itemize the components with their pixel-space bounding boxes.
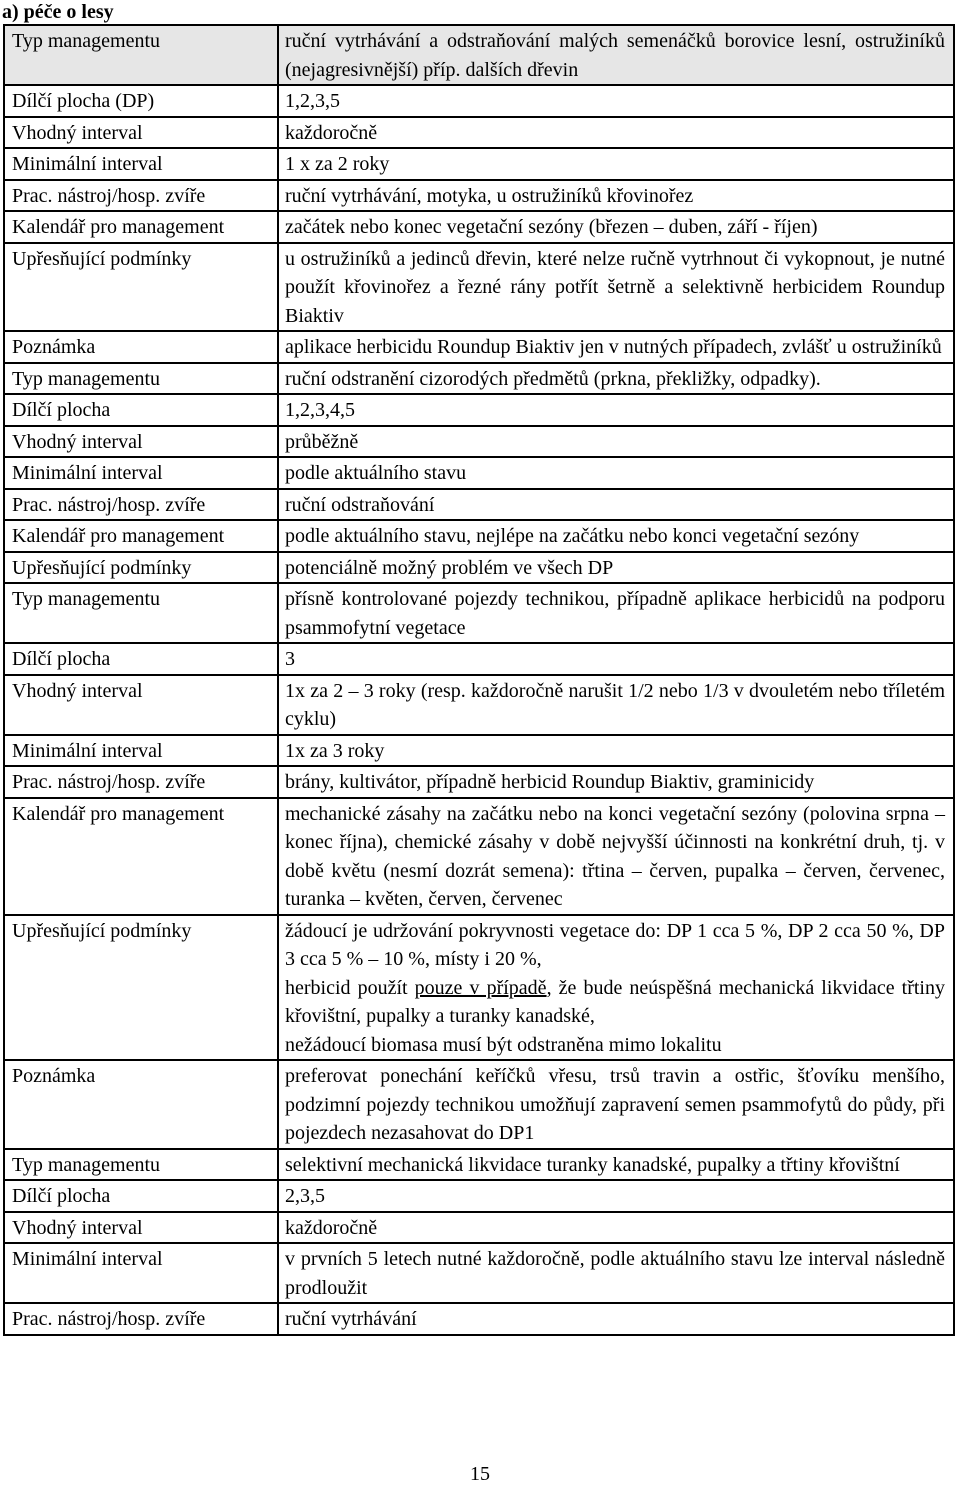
row-value: ruční odstranění cizorodých předmětů (prkna, překližky, odpadky). <box>278 363 954 395</box>
row-label: Poznámka <box>4 331 278 363</box>
table-row <box>4 1180 954 1212</box>
table-row <box>4 331 954 363</box>
table-row <box>4 798 954 915</box>
row-value: preferovat ponechání keříčků vřesu, trsů travin a ostřic, šťovíku menšího, podzimní pojezdy technikou umožňují zapravení semen psammofytů do půdy, při pojezdech nezasahovat do DP1 <box>278 1060 954 1149</box>
row-value: podle aktuálního stavu <box>278 457 954 489</box>
row-label: Minimální interval <box>4 1243 278 1303</box>
row-value: mechanické zásahy na začátku nebo na konci vegetační sezóny (polovina srpna – konec října), chemické zásahy v době nejvyšší účinnosti na konkrétní druh, tj. v době květu (nesmí dozrát semena): třtina – červen, pupalka – červen, červenec, turanka – květen, červen, červenec <box>278 798 954 915</box>
table-row <box>4 426 954 458</box>
row-label: Vhodný interval <box>4 117 278 149</box>
table-row <box>4 915 954 1061</box>
table-row <box>4 766 954 798</box>
table-row <box>4 394 954 426</box>
table-row <box>4 1243 954 1303</box>
row-value: 1,2,3,5 <box>278 85 954 117</box>
table-row <box>4 675 954 735</box>
row-label: Kalendář pro management <box>4 211 278 243</box>
row-value: přísně kontrolované pojezdy technikou, případně aplikace herbicidů na podporu psammofytní vegetace <box>278 583 954 643</box>
table-row <box>4 25 954 85</box>
table-row <box>4 457 954 489</box>
row-label: Upřesňující podmínky <box>4 552 278 584</box>
row-value: ruční vytrhávání, motyka, u ostružiníků křovinořez <box>278 180 954 212</box>
row-label: Minimální interval <box>4 735 278 767</box>
table-row <box>4 243 954 332</box>
underlined-text: pouze v případě <box>414 976 547 999</box>
table-row <box>4 363 954 395</box>
row-label: Vhodný interval <box>4 426 278 458</box>
row-value: aplikace herbicidu Roundup Biaktiv jen v nutných případech, zvlášť u ostružiníků <box>278 331 954 363</box>
row-value: začátek nebo konec vegetační sezóny (březen – duben, září - říjen) <box>278 211 954 243</box>
row-value: u ostružiníků a jedinců dřevin, které nelze ručně vytrhnout či vykopnout, je nutné použít křovinořez a řezné rány potřít šetrně a selektivně herbicidem Roundup Biaktiv <box>278 243 954 332</box>
table-row <box>4 520 954 552</box>
table-row <box>4 643 954 675</box>
table-row <box>4 148 954 180</box>
table-row <box>4 1060 954 1149</box>
table-row <box>4 85 954 117</box>
table-row <box>4 1149 954 1181</box>
row-label: Prac. nástroj/hosp. zvíře <box>4 1303 278 1335</box>
row-value: selektivní mechanická likvidace turanky kanadské, pupalky a třtiny křovištní <box>278 1149 954 1181</box>
table-row <box>4 1212 954 1244</box>
row-value: 1x za 2 – 3 roky (resp. každoročně narušit 1/2 nebo 1/3 v dvouletém nebo tříletém cyklu) <box>278 675 954 735</box>
row-label: Typ managementu <box>4 363 278 395</box>
page-number: 15 <box>470 1463 490 1485</box>
table-row <box>4 180 954 212</box>
row-label: Dílčí plocha <box>4 394 278 426</box>
row-value: průběžně <box>278 426 954 458</box>
row-label: Dílčí plocha (DP) <box>4 85 278 117</box>
row-value: 3 <box>278 643 954 675</box>
row-value: 1 x za 2 roky <box>278 148 954 180</box>
row-value <box>278 915 954 1061</box>
row-label: Typ managementu <box>4 25 278 85</box>
row-label: Typ managementu <box>4 1149 278 1181</box>
row-label: Poznámka <box>4 1060 278 1149</box>
row-value: ruční odstraňování <box>278 489 954 521</box>
row-label: Prac. nástroj/hosp. zvíře <box>4 489 278 521</box>
row-label: Vhodný interval <box>4 1212 278 1244</box>
table-row <box>4 211 954 243</box>
row-value: 1,2,3,4,5 <box>278 394 954 426</box>
row-label: Dílčí plocha <box>4 1180 278 1212</box>
row-label: Vhodný interval <box>4 675 278 735</box>
table-row <box>4 583 954 643</box>
value-text: herbicid použít <box>285 976 415 999</box>
row-value: brány, kultivátor, případně herbicid Roundup Biaktiv, graminicidy <box>278 766 954 798</box>
row-value: podle aktuálního stavu, nejlépe na začátku nebo konci vegetační sezóny <box>278 520 954 552</box>
row-value: 2,3,5 <box>278 1180 954 1212</box>
value-line <box>285 974 945 1031</box>
row-label: Dílčí plocha <box>4 643 278 675</box>
row-value: ruční vytrhávání a odstraňování malých semenáčků borovice lesní, ostružiníků (nejagresivnější) příp. dalších dřevin <box>278 25 954 85</box>
row-label: Kalendář pro management <box>4 520 278 552</box>
row-label: Upřesňující podmínky <box>4 243 278 332</box>
table-row <box>4 489 954 521</box>
row-label: Kalendář pro management <box>4 798 278 915</box>
row-label: Upřesňující podmínky <box>4 915 278 1061</box>
row-label: Typ managementu <box>4 583 278 643</box>
row-label: Minimální interval <box>4 457 278 489</box>
table-row <box>4 552 954 584</box>
table-row <box>4 735 954 767</box>
table-row <box>4 1303 954 1335</box>
row-label: Prac. nástroj/hosp. zvíře <box>4 180 278 212</box>
section-heading: a) péče o lesy <box>2 1 114 23</box>
row-value: ruční vytrhávání <box>278 1303 954 1335</box>
row-value: potenciálně možný problém ve všech DP <box>278 552 954 584</box>
row-label: Minimální interval <box>4 148 278 180</box>
value-line: žádoucí je udržování pokryvnosti vegetace do: DP 1 cca 5 %, DP 2 cca 50 %, DP 3 cca 5 % – 10 %, místy i 20 %, <box>285 919 945 970</box>
row-value: každoročně <box>278 1212 954 1244</box>
row-label: Prac. nástroj/hosp. zvíře <box>4 766 278 798</box>
row-value: 1x za 3 roky <box>278 735 954 767</box>
table-row <box>4 117 954 149</box>
management-table <box>3 24 955 1336</box>
row-value: v prvních 5 letech nutné každoročně, podle aktuálního stavu lze interval následně prodloužit <box>278 1243 954 1303</box>
value-line: nežádoucí biomasa musí být odstraněna mimo lokalitu <box>285 1033 722 1056</box>
row-value: každoročně <box>278 117 954 149</box>
value-text: , že bude neúspěšná mechanická likvidace třtiny křovištní, pupalky a turanky kanadské, <box>285 976 945 1027</box>
